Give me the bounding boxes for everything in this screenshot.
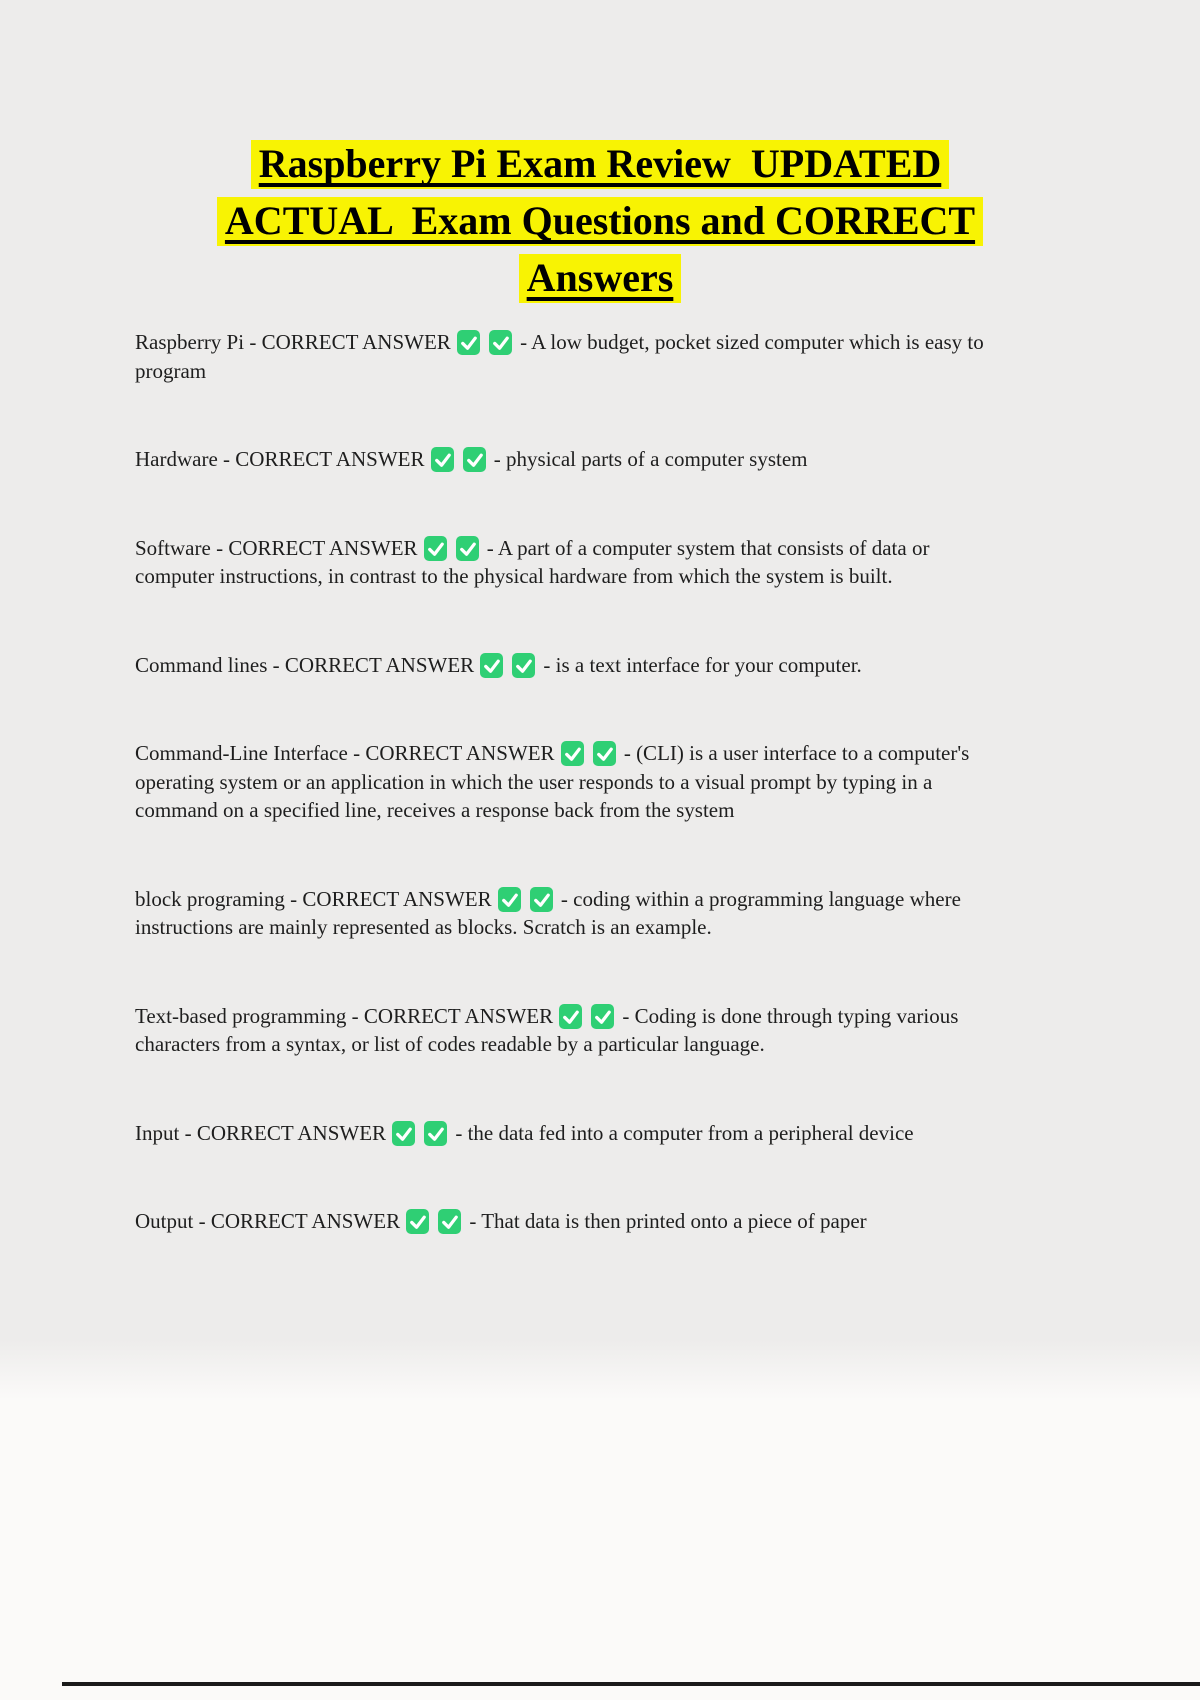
check-icon — [561, 741, 584, 766]
correct-answer-label: CORRECT ANSWER — [284, 652, 475, 677]
check-icon — [591, 1004, 614, 1029]
check-icon — [530, 887, 553, 912]
separator-dash: - — [488, 447, 507, 471]
check-icon — [559, 1004, 582, 1029]
qa-description: (CLI) is a user interface to a computer's operating system or an application in which the user responds to a visual prompt by typing in a command on a specified line, receives a response back from the system — [135, 741, 970, 822]
separator-dash: - — [346, 1003, 364, 1028]
check-icon — [457, 330, 480, 355]
qa-term: Command-Line Interface — [135, 741, 348, 765]
qa-term: Hardware — [135, 447, 218, 471]
check-icon — [489, 330, 512, 355]
qa-description: physical parts of a computer system — [506, 447, 808, 471]
check-icon — [424, 1121, 447, 1146]
separator-dash: - — [193, 1209, 211, 1233]
check-icon — [463, 447, 486, 472]
title-line-3: Answers — [519, 254, 682, 303]
qa-entry — [135, 534, 1008, 591]
qa-list — [0, 306, 1200, 1236]
separator-dash: - — [481, 535, 498, 560]
correct-answer-label: CORRECT ANSWER — [196, 1120, 387, 1145]
qa-description: A part of a computer system that consists of data or computer instructions, in contrast to the physical hardware from which the system is built. — [135, 535, 930, 588]
check-icon — [498, 887, 521, 912]
qa-entry — [135, 1119, 1008, 1148]
qa-entry — [135, 885, 1008, 942]
separator-dash: - — [617, 1003, 635, 1028]
qa-term: Output — [135, 1209, 194, 1233]
correct-answer-label: CORRECT ANSWER — [365, 741, 555, 765]
check-icon — [424, 536, 447, 561]
check-icon — [406, 1209, 429, 1234]
qa-entry — [135, 739, 1008, 825]
separator-dash: - — [464, 1209, 482, 1233]
correct-answer-label: CORRECT ANSWER — [228, 535, 418, 560]
qa-description: is a text interface for your computer. — [555, 652, 862, 677]
correct-answer-label: CORRECT ANSWER — [363, 1003, 554, 1028]
check-icon — [512, 653, 535, 678]
correct-answer-label: CORRECT ANSWER — [210, 1209, 401, 1233]
qa-description: coding within a programming language where instructions are mainly represented as blocks. Scratch is an example. — [135, 886, 961, 939]
qa-description: That data is then printed onto a piece of paper — [481, 1209, 867, 1233]
check-icon — [456, 536, 479, 561]
qa-term: Text-based programming — [135, 1003, 347, 1028]
qa-term: Software — [135, 535, 211, 560]
qa-entry — [135, 651, 1008, 680]
separator-dash: - — [347, 741, 366, 765]
separator-dash: - — [618, 741, 637, 765]
document-title — [0, 135, 1200, 306]
separator-dash: - — [450, 1120, 468, 1145]
separator-dash: - — [210, 535, 229, 560]
title-line-2: ACTUAL Exam Questions and CORRECT — [217, 197, 983, 246]
check-icon — [438, 1209, 461, 1234]
separator-dash: - — [217, 447, 236, 471]
correct-answer-label: CORRECT ANSWER — [261, 330, 451, 354]
page-bottom-rule — [62, 1682, 1200, 1686]
check-icon — [480, 653, 503, 678]
qa-entry — [135, 328, 1008, 385]
separator-dash: - — [555, 886, 574, 911]
qa-entry — [135, 1002, 1008, 1059]
qa-description: Coding is done through typing various characters from a syntax, or list of codes readable by a particular language. — [135, 1003, 959, 1056]
qa-description: A low budget, pocket sized computer which is easy to program — [135, 330, 984, 383]
qa-term: Command lines — [135, 652, 268, 677]
qa-entry — [135, 445, 1008, 474]
separator-dash: - — [179, 1120, 197, 1145]
separator-dash: - — [284, 886, 303, 911]
title-line-1: Raspberry Pi Exam Review UPDATED — [251, 140, 950, 189]
separator-dash: - — [244, 330, 262, 354]
check-icon — [431, 447, 454, 472]
separator-dash: - — [267, 652, 285, 677]
separator-dash: - — [514, 330, 532, 354]
separator-dash: - — [538, 652, 556, 677]
qa-term: block programing — [135, 886, 285, 911]
correct-answer-label: CORRECT ANSWER — [302, 886, 492, 911]
qa-term: Raspberry Pi — [135, 330, 245, 354]
check-icon — [593, 741, 616, 766]
correct-answer-label: CORRECT ANSWER — [235, 447, 425, 471]
check-icon — [392, 1121, 415, 1146]
qa-entry — [135, 1207, 1008, 1236]
qa-term: Input — [135, 1120, 180, 1145]
qa-description: the data fed into a computer from a peripheral device — [467, 1120, 914, 1145]
